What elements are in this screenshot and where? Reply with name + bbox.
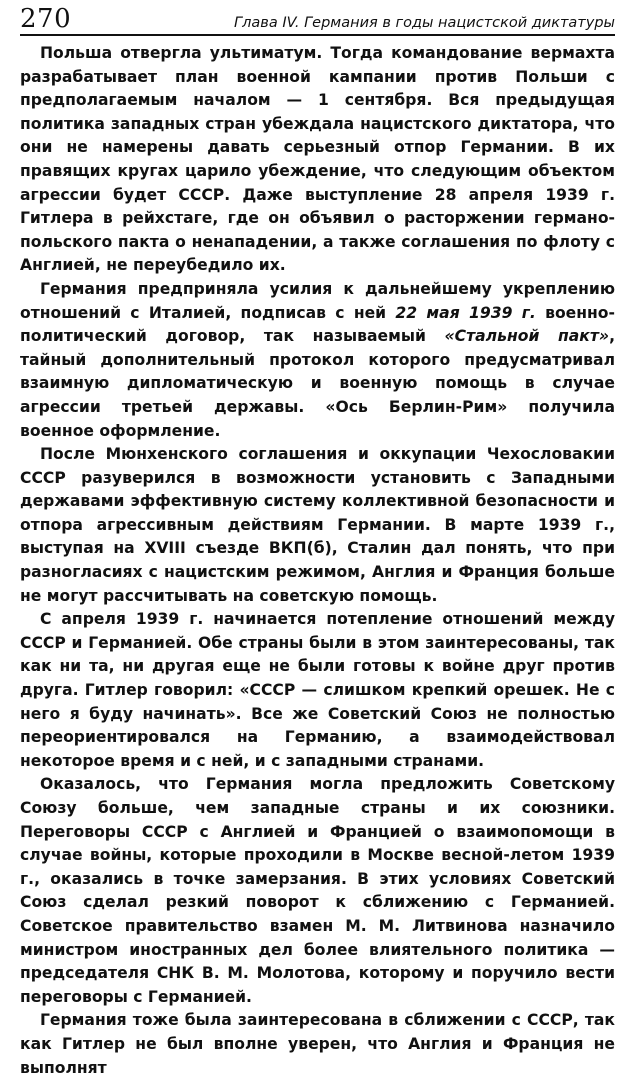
paragraph-5: Оказалось, что Германия могла предложить Советскому Союзу больше, чем западные страны и их союзники. Переговоры СССР с Англией и Францией о взаимопомощи в случае войны, которые проходили в Москве весной-летом 1939 г., оказались в точке замерзания. В этих условиях Советский Союз сделал резкий поворот к сближению с Германией. Советское правительство взамен М. М. Литвинова назначило министром иностранных дел более влиятельного политика — председателя СНК В. М. Молотова, которому и поручило вести переговоры с Германией. (20, 775, 615, 1006)
paragraph-2-text-before: Германия предприняла усилия к дальнейшему укреплению отношений с Италией, подписав с ней (20, 279, 615, 322)
paragraph-2 (20, 278, 615, 443)
running-head: Глава IV. Германия в годы нацистской диктатуры (234, 15, 615, 31)
page-number: 270 (20, 4, 72, 34)
pact-name: «Стальной пакт» (444, 327, 610, 346)
body-text (20, 42, 615, 1080)
paragraph-1: Польша отвергла ультиматум. Тогда командование вермахта разрабатывает план военной кампании против Польши с предполагаемым началом — 1 сентября. Вся предыдущая политика западных стран убеждала нацистского диктатора, что они не намерены давать серьезный отпор Германии. В их правящих кругах царило убеждение, что следующим объектом агрессии будет СССР. Даже выступление 28 апреля 1939 г. Гитлера в рейхстаге, где он объявил о расторжении германо-польского пакта о ненападении, а также соглашения по флоту с Англией, не переубедило их. (20, 44, 615, 275)
paragraph-2-text-after: , тайный дополнительный протокол которого предусматривал взаимную дипломатическую и военную помощь в случае агрессии третьей державы. «Ось Берлин-Рим» получила военное оформление. (20, 327, 616, 440)
paragraph-2-text-middle: военно-политический договор, так называемый (20, 303, 615, 346)
pact-date: 22 мая 1939 г. (395, 303, 536, 322)
paragraph-3: После Мюнхенского соглашения и оккупации Чехословакии СССР разуверился в возможности установить с Западными державами эффективную систему коллективной безопасности и отпора агрессивным действиям Германии. В марте 1939 г., выступая на XVIII съезде ВКП(б), Сталин дал понять, что при разногласиях с нацистским режимом, Англия и Франция больше не могут рассчитывать на советскую помощь. (20, 445, 615, 605)
paragraph-6: Германия тоже была заинтересована в сближении с СССР, так как Гитлер не был вполне уверен, что Англия и Франция не выполнят (20, 1011, 615, 1077)
paragraph-4: С апреля 1939 г. начинается потепление отношений между СССР и Германией. Обе страны были в этом заинтересованы, так как ни та, ни другая еще не были готовы к войне друг против друга. Гитлер говорил: «СССР — слишком крепкий орешек. Не с него я буду начинать». Все же Советский Союз не полностью переориентировался на Германию, а взаимодействовал некоторое время и с ней, и с западными странами. (20, 610, 615, 770)
page-header (20, 4, 615, 36)
